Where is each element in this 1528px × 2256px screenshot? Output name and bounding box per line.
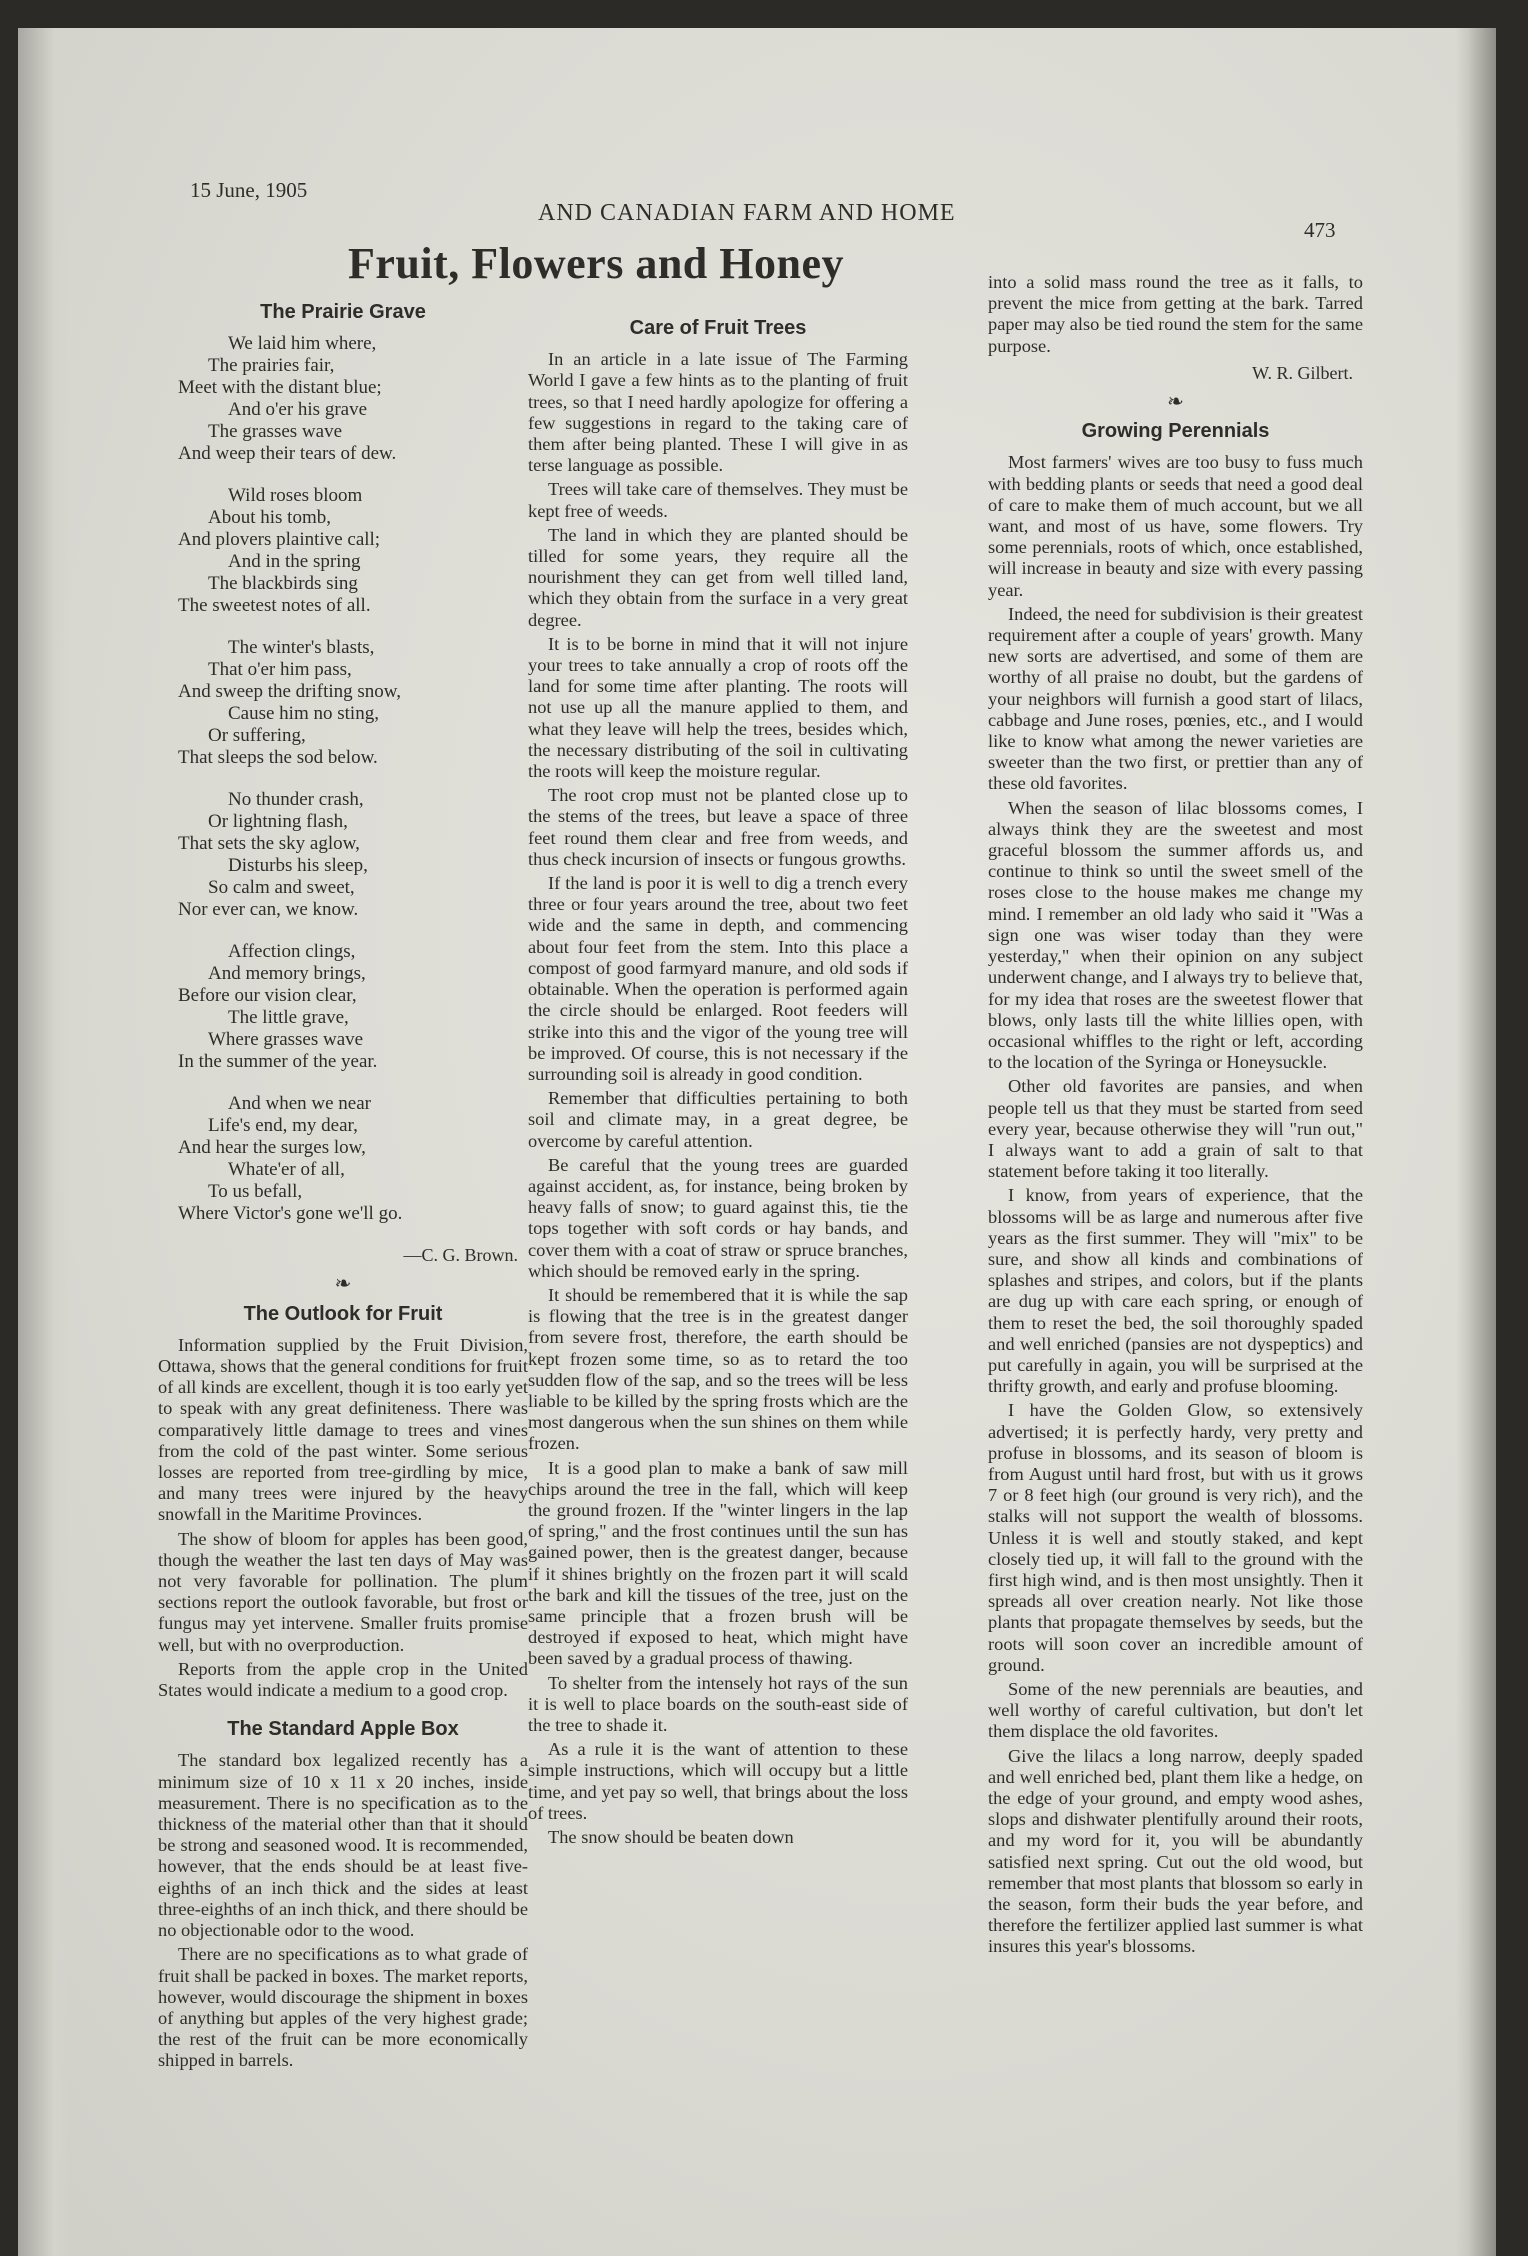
poem-line: Before our vision clear, (178, 985, 357, 1007)
paragraph: Reports from the apple crop in the United States would indicate a medium to a good crop. (158, 1658, 528, 1701)
article-signature: W. R. Gilbert. (1252, 362, 1353, 383)
applebox-heading: The Standard Apple Box (227, 1718, 459, 1741)
poem-title: The Prairie Grave (260, 301, 426, 323)
poem-line: Life's end, my dear, (208, 1115, 358, 1137)
poem-line: The prairies fair, (208, 355, 335, 377)
poem-line: Where Victor's gone we'll go. (178, 1203, 403, 1225)
poem-line: Where grasses wave (208, 1029, 364, 1051)
paragraph: Give the lilacs a long narrow, deeply spaded and well enriched bed, plant them like a hedge, on the edge of your ground, and empty wood ashes, slops and dishwater plentifully around their roots, and my word for it, you will be abundantly satisfied next spring. Cut out the old wood, but remember that most plants that blossom so early in the season, form their buds the year before, and therefore the fertilizer applied last summer is what insures this year's blossoms. (988, 1745, 1363, 1957)
care-body (528, 349, 908, 1848)
poem-line: The little grave, (228, 1007, 349, 1029)
poem-line: And weep their tears of dew. (178, 443, 397, 465)
poem-stanza (158, 485, 528, 617)
page-number: 473 (1304, 218, 1336, 242)
poem-line: And memory brings, (208, 963, 366, 985)
paragraph: Indeed, the need for subdivision is their greatest requirement after a couple of years' growth. Many new sorts are advertised, and some of them are worthy of all praise no doubt, but the gardens of your neighbors will furnish a good start of lilacs, cabbage and June roses, pœnies, etc., and I would like to know what among the newer varieties are sweeter than the two first, or prettier than any of these old favorites. (988, 603, 1363, 794)
column-1 (158, 302, 528, 2072)
poem-line: Meet with the distant blue; (178, 377, 382, 399)
poem-line: To us befall, (208, 1181, 303, 1203)
poem-signature: —C. G. Brown. (403, 1245, 518, 1266)
poem-line: We laid him where, (228, 333, 377, 355)
perennials-body (988, 452, 1363, 1957)
poem-stanza (158, 333, 528, 465)
poem-line: In the summer of the year. (178, 1051, 378, 1073)
poem-line: Or lightning flash, (208, 811, 348, 833)
outlook-heading: The Outlook for Fruit (243, 1302, 443, 1325)
poem-line: Whate'er of all, (228, 1159, 345, 1181)
journal-title: AND CANADIAN FARM AND HOME (538, 200, 956, 226)
ornament-icon: ❧ (1167, 391, 1184, 414)
poem-stanza (158, 789, 528, 921)
poem-line: And hear the surges low, (178, 1137, 366, 1159)
poem-line: About his tomb, (208, 507, 331, 529)
poem-line: No thunder crash, (228, 789, 364, 811)
poem-line: Wild roses bloom (228, 485, 363, 507)
paragraph: Be careful that the young trees are guarded against accident, as, for instance, being broken by heavy falls of snow; to guard against this, tie the tops together with soft cords or hay bands, and cover them with a coat of straw or spruce branches, which should be removed early in the spring. (528, 1154, 908, 1281)
poem-stanza (158, 1093, 528, 1225)
paragraph: Trees will take care of themselves. They must be kept free of weeds. (528, 479, 908, 521)
paragraph: I know, from years of experience, that the blossoms will be as large and numerous after five years as the first summer. They will "mix" to be sure, and show all kinds and combinations of splashes and stripes, and colors, but if the plants are dug up with care each spring, or enough of them to reset the bed, the soil thoroughly spaded and well enriched (pansies are not dyspeptics) and put carefully in again, you will be surprised at the thrifty growth, and early and profuse blooming. (988, 1185, 1363, 1397)
paragraph: Information supplied by the Fruit Division, Ottawa, shows that the general conditions for fruit of all kinds are excellent, though it is too early yet to speak with any great definiteness. There was comparatively little damage to trees and vines from the cold of the past winter. Some serious losses are reported from tree-girdling by mice, and many trees were injured by the heavy snowfall in the Maritime Provinces. (158, 1334, 528, 1525)
poem-line: The winter's blasts, (228, 637, 375, 659)
section-title: Fruit, Flowers and Honey (348, 239, 844, 288)
paragraph: Remember that difficulties pertaining to both soil and climate may, in a great degree, be overcome by careful attention. (528, 1088, 908, 1151)
paragraph: Other old favorites are pansies, and when people tell us that they must be started from seed every year, because otherwise they will "run out," I always want to add a grain of salt to that statement before taking it too literally. (988, 1076, 1363, 1182)
poem (158, 333, 528, 1225)
poem-line: The blackbirds sing (208, 573, 358, 595)
poem-line: The grasses wave (208, 421, 343, 443)
outlook-body (158, 1335, 528, 1701)
ornament-icon: ❧ (334, 1273, 352, 1296)
paragraph: There are no specifications as to what grade of fruit shall be packed in boxes. The market reports, however, would discourage the shipment in boxes of anything but apples of the very highest grade; the rest of the fruit can be more economically shipped in barrels. (158, 1944, 528, 2071)
poem-line: Nor ever can, we know. (178, 899, 359, 921)
magazine-page (18, 28, 1496, 2256)
poem-line: Or suffering, (208, 725, 306, 747)
poem-line: And in the spring (228, 551, 361, 573)
continuation-paragraph: into a solid mass round the tree as it falls, to prevent the mice from getting at the bark. Tarred paper may also be tied round the stem for the same purpose. (988, 272, 1363, 356)
paragraph: It is to be borne in mind that it will not injure your trees to take annually a crop of roots off the land for some time after planting. The roots will not use up all the manure applied to them, and what they leave will help the trees, besides which, the necessary distributing of the soil in cultivating the roots will keep the moisture regular. (528, 633, 908, 782)
paragraph: Some of the new perennials are beauties, and well worthy of careful cultivation, but don't let them displace the old favorites. (988, 1679, 1363, 1742)
issue-date: 15 June, 1905 (190, 178, 308, 202)
poem-line: The sweetest notes of all. (178, 595, 371, 617)
poem-line: So calm and sweet, (208, 877, 355, 899)
column-2 (528, 318, 908, 1848)
paragraph: As a rule it is the want of attention to these simple instructions, which will occupy but a little time, and yet pay so well, that brings about the loss of trees. (528, 1739, 908, 1823)
paragraph: In an article in a late issue of The Farming World I gave a few hints as to the planting of fruit trees, so that I need hardly apologize for offering a few suggestions in regard to the taking care of them after being planted. These I will give in as terse language as possible. (528, 349, 908, 476)
care-heading: Care of Fruit Trees (629, 317, 807, 339)
paragraph: The snow should be beaten down (548, 1827, 794, 1848)
poem-stanza (158, 941, 528, 1073)
poem-line: And plovers plaintive call; (178, 529, 381, 551)
paragraph: The standard box legalized recently has a minimum size of 10 x 11 x 20 inches, inside measurement. There is no specification as to the thickness of the material other than that it should be strong and seasoned wood. It is recommended, however, that the ends should be at least five-eighths of an inch thick and the sides at least three-eighths of an inch thick, and there should be no objectionable odor to the wood. (158, 1750, 528, 1941)
perennials-heading: Growing Perennials (1081, 420, 1270, 443)
poem-line: Cause him no sting, (228, 703, 379, 725)
poem-line: And sweep the drifting snow, (178, 681, 402, 703)
paragraph: It is a good plan to make a bank of saw mill chips around the tree in the fall, which will keep the ground frozen. If the "winter lingers in the lap of spring," and the frost continues until the sun has gained power, then is the greatest danger, because if it shines brightly on the frozen part it will scald the bark and kill the tissues of the tree, just on the same principle that a frozen brush will be destroyed if exposed to heat, which might have been saved by a gradual process of thawing. (528, 1457, 908, 1669)
poem-line: And o'er his grave (228, 399, 368, 421)
paragraph: Most farmers' wives are too busy to fuss much with bedding plants or seeds that need a good deal of care to make them of much account, but we all want, and most of us have, some flowers. Try some perennials, roots of which, once established, will increase in beauty and size with every passing year. (988, 452, 1363, 600)
paragraph: The land in which they are planted should be tilled for some years, they require all the nourishment they can get from well tilled land, which they obtain from the surface in a very great degree. (528, 524, 908, 630)
poem-line: That o'er him pass, (208, 659, 352, 681)
paragraph: If the land is poor it is well to dig a trench every three or four years around the tree, about two feet wide and the same in depth, and commencing about four feet from the stem. Into this place a compost of good farmyard manure, and old sods if obtainable. When the operation is performed again the circle should be enlarged. Root feeders will strike into this and the vigor of the young tree will be improved. Of course, this is not necessary if the surrounding soil is already in good condition. (528, 873, 908, 1084)
poem-stanza (158, 637, 528, 769)
paragraph: I have the Golden Glow, so extensively advertised; it is perfectly hardy, very pretty and profuse in blossoms, and its season of bloom is from August until hard frost, but with us it grows 7 or 8 feet high (our ground is very rich), and the stalks will not support the wealth of blossoms. Unless it is well and stoutly staked, and kept closely tied up, it will fall to the ground with the first high wind, and is then most unsightly. Then it spreads all over creation nearly. Not like those plants that propagate themselves by seeds, but the roots will soon cover an incredible amount of ground. (988, 1400, 1363, 1675)
poem-line: That sleeps the sod below. (178, 747, 378, 769)
poem-line: And when we near (228, 1093, 371, 1115)
column-3 (988, 272, 1363, 1958)
poem-line: Disturbs his sleep, (228, 855, 368, 877)
poem-line: That sets the sky aglow, (178, 833, 360, 855)
applebox-body (158, 1750, 528, 2071)
paragraph: When the season of lilac blossoms comes, I always think they are the sweetest and most graceful blossom the summer affords us, and continue to think so until the sweet smell of the roses close to the house makes me change my mind. I remember an old lady who said it "Was a sign one was wiser today than they were yesterday," when their opinion on any subject underwent change, and I always try to believe that, for my idea that roses are the sweetest flower that blows, only lasts till the white lillies open, with occasional whiffles to the right or left, according to the location of the Syringa or Honeysuckle. (988, 797, 1363, 1073)
poem-line: Affection clings, (228, 941, 356, 963)
paragraph: The root crop must not be planted close up to the stems of the trees, but leave a space of three feet round them clear and free from weeds, and thus check incursion of insects or fungous growths. (528, 785, 908, 869)
paragraph: It should be remembered that it is while the sap is flowing that the tree is in the greatest danger from severe frost, therefore, the earth should be kept frozen some time, so as to retard the too sudden flow of the sap, and so the trees will be less liable to be killed by the spring frosts which are the most dangerous when the sun shines on them while frozen. (528, 1284, 908, 1454)
paragraph: The show of bloom for apples has been good, though the weather the last ten days of May was not very favorable for pollination. The plum sections report the outlook favorable, but frost or fungus may yet intervene. Smaller fruits promise well, but with no overproduction. (158, 1528, 528, 1655)
paragraph: To shelter from the intensely hot rays of the sun it is well to place boards on the south-east side of the tree to shade it. (528, 1672, 908, 1735)
